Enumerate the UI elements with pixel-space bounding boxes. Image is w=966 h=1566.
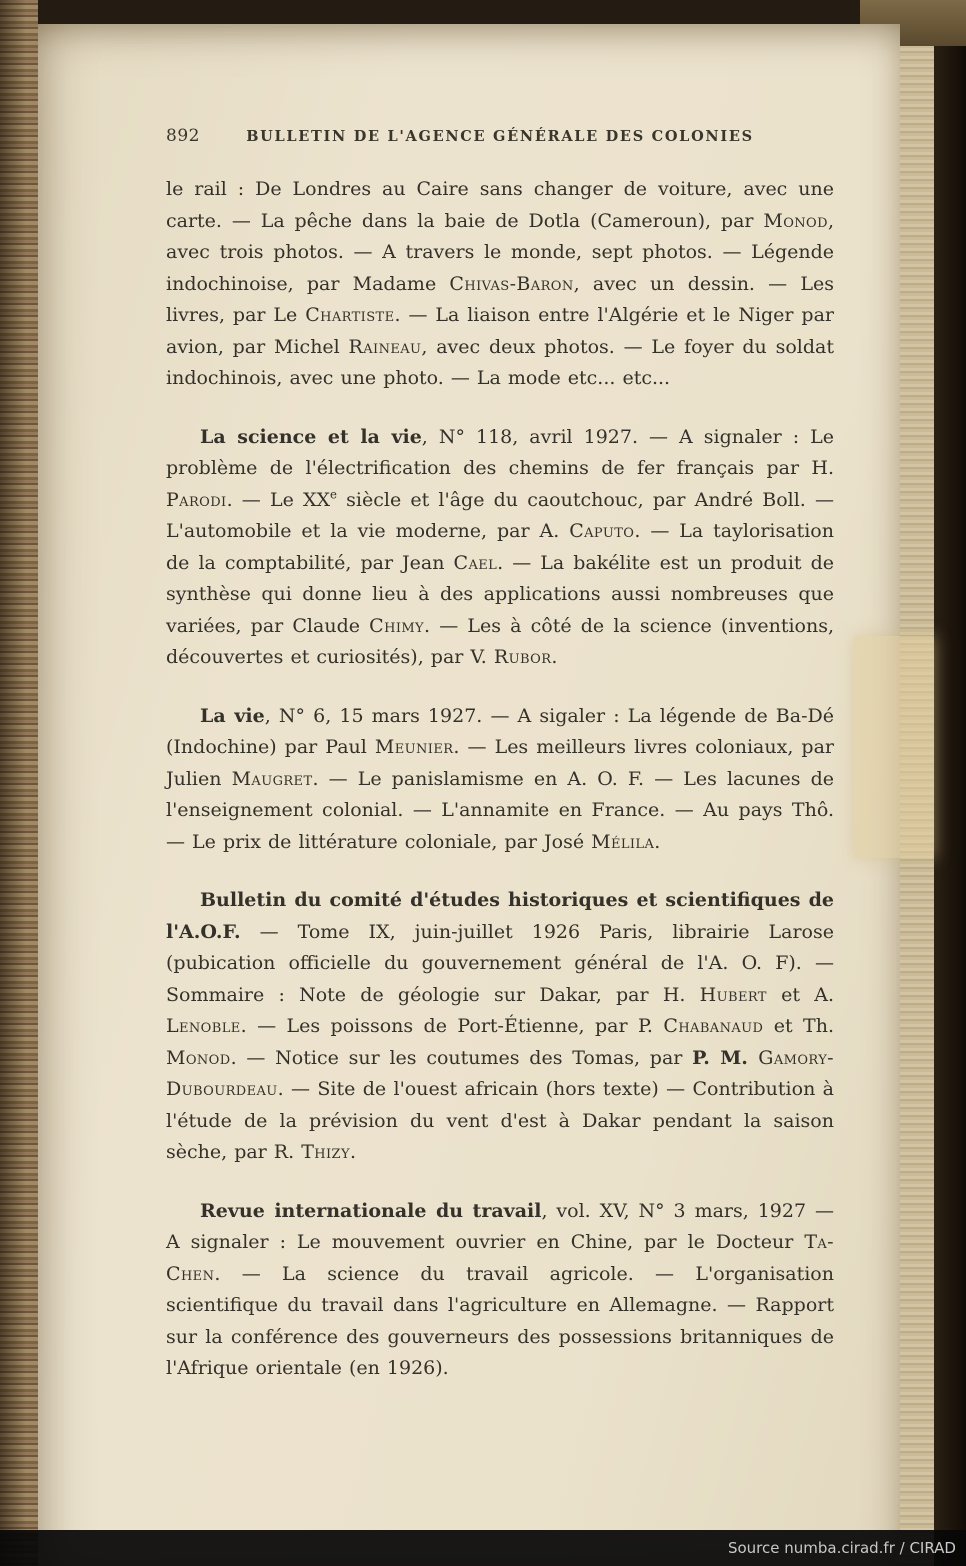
text-segment: Meunier <box>374 736 454 758</box>
text-segment: . <box>654 830 661 853</box>
text-segment: . — La taylorisation de la comptabilité, par Jean <box>166 520 834 574</box>
text-segment: . — Site de l'ouest africain (hors texte) — Contribution à l'étude de la prévision du vent d'est à Dakar pendant la saison sèche, par R. <box>166 1078 834 1163</box>
text-segment: Chivas-Baron <box>449 272 574 295</box>
text-segment: Cael <box>453 551 498 574</box>
text-segment: Raineau <box>348 335 422 358</box>
text-segment: , avec un dessin. — Les livres, par Le <box>166 272 834 326</box>
text-segment: e <box>330 487 338 502</box>
paragraph <box>166 174 834 395</box>
text-segment: et Th. <box>763 1015 834 1037</box>
paragraph <box>166 422 834 674</box>
text-segment: . — La science du travail agricole. — L'organisation scientifique du travail dans l'agriculture en Allemagne. — Rapport sur la conférence des gouverneurs des possessions britanniques de l'Afrique orientale (en 1926). <box>166 1262 834 1379</box>
tape-stain <box>854 636 934 858</box>
text-segment: Caputo <box>569 520 635 542</box>
text-segment: , vol. XV, N° 3 mars, 1927 — A signaler : Le mouvement ouvrier en Chine, par le Docteur <box>166 1199 834 1253</box>
text-segment: , N° 118, avril 1927. — A signaler : Le problème de l'électrification des chemins de fer français par H. <box>166 425 834 479</box>
running-head <box>166 126 834 150</box>
text-segment: Chabanaud <box>663 1015 764 1037</box>
text-segment: , N° 6, 15 mars 1927. — A sigaler : La légende de Ba-Dé (Indochine) par Paul <box>166 704 834 758</box>
text-segment: Chimy <box>369 614 425 637</box>
text-segment: Monod <box>763 209 828 232</box>
text-segment: Ta-Chen <box>166 1231 834 1285</box>
text-segment: — Tome IX, juin-juillet 1926 Paris, librairie Larose (pubication officielle du gouvernement général de l'A. O. F). — Sommaire : Note de géologie sur Dakar, par H. <box>166 920 834 1006</box>
paragraph <box>166 1196 834 1385</box>
text-segment: , avec deux photos. — Le foyer du soldat indochinois, avec une photo. — La mode etc... etc... <box>166 335 834 389</box>
page-number: 892 <box>166 126 200 146</box>
text-segment: Rubor <box>493 646 552 668</box>
text-segment: . — La liaison entre l'Algérie et le Niger par avion, par Michel <box>166 304 834 358</box>
text-segment: . — Les à côté de la science (inventions, découvertes et curiosités), par V. <box>166 614 834 668</box>
text-segment: et A. <box>766 983 834 1006</box>
text-segment: Lenoble <box>166 1015 241 1037</box>
right-dark-edge <box>934 0 966 1566</box>
running-title: BULLETIN DE L'AGENCE GÉNÉRALE DES COLONIES <box>246 128 754 145</box>
text-segment: . — La bakélite est un produit de synthèse qui donne lieu à des applications aussi nombreuses que variées, par Claude <box>166 551 834 637</box>
text-segment: . — Le XX <box>226 488 331 511</box>
text-segment: Parodi <box>166 488 227 511</box>
text-segment: Bulletin du comité d'études historiques et scientifiques de l'A.O.F. <box>166 889 834 943</box>
text-segment: La vie <box>200 704 265 727</box>
text-segment: Hubert <box>699 983 767 1006</box>
text-segment: Monod <box>166 1046 231 1069</box>
digitization-footer-bar <box>0 1530 966 1566</box>
text-segment: . — Les meilleurs livres coloniaux, par Julien <box>166 736 834 790</box>
text-segment: Chartiste <box>305 304 395 326</box>
text-segment: . — Le panislamisme en A. O. F. — Les lacunes de l'enseignement colonial. — L'annamite en France. — Au pays Thô. — Le prix de littérature coloniale, par José <box>166 767 834 853</box>
text-segment: Revue internationale du travail <box>200 1199 542 1222</box>
body-text <box>166 174 834 1412</box>
text-segment: siècle et l'âge du caoutchouc, par André Boll. — L'automobile et la vie moderne, par A. <box>166 488 834 542</box>
text-segment: P. M. <box>692 1046 759 1069</box>
text-segment: , avec trois photos. — A travers le monde, sept photos. — Légende indochinoise, par Madame <box>166 209 834 295</box>
text-segment: Maugret <box>231 767 313 790</box>
text-segment: le rail : De Londres au Caire sans changer de voiture, avec une carte. — La pêche dans la baie de Dotla (Cameroun), par <box>166 178 834 232</box>
text-segment: Gamory-Dubourdeau <box>166 1046 834 1100</box>
text-segment: Thizy <box>301 1141 350 1163</box>
paper-page <box>38 24 900 1566</box>
text-segment: Mélila <box>591 830 655 853</box>
paragraph <box>166 885 834 1169</box>
text-segment: . <box>349 1141 357 1163</box>
source-attribution: Source numba.cirad.fr / CIRAD <box>727 1539 956 1557</box>
text-segment: . — Notice sur les coutumes des Tomas, par <box>230 1046 693 1069</box>
text-segment: . — Les poissons de Port-Étienne, par P. <box>240 1015 664 1037</box>
paragraph <box>166 701 834 859</box>
binding-shadow <box>0 0 38 1566</box>
text-segment: La science et la vie <box>200 425 422 448</box>
text-segment: . <box>551 646 558 668</box>
